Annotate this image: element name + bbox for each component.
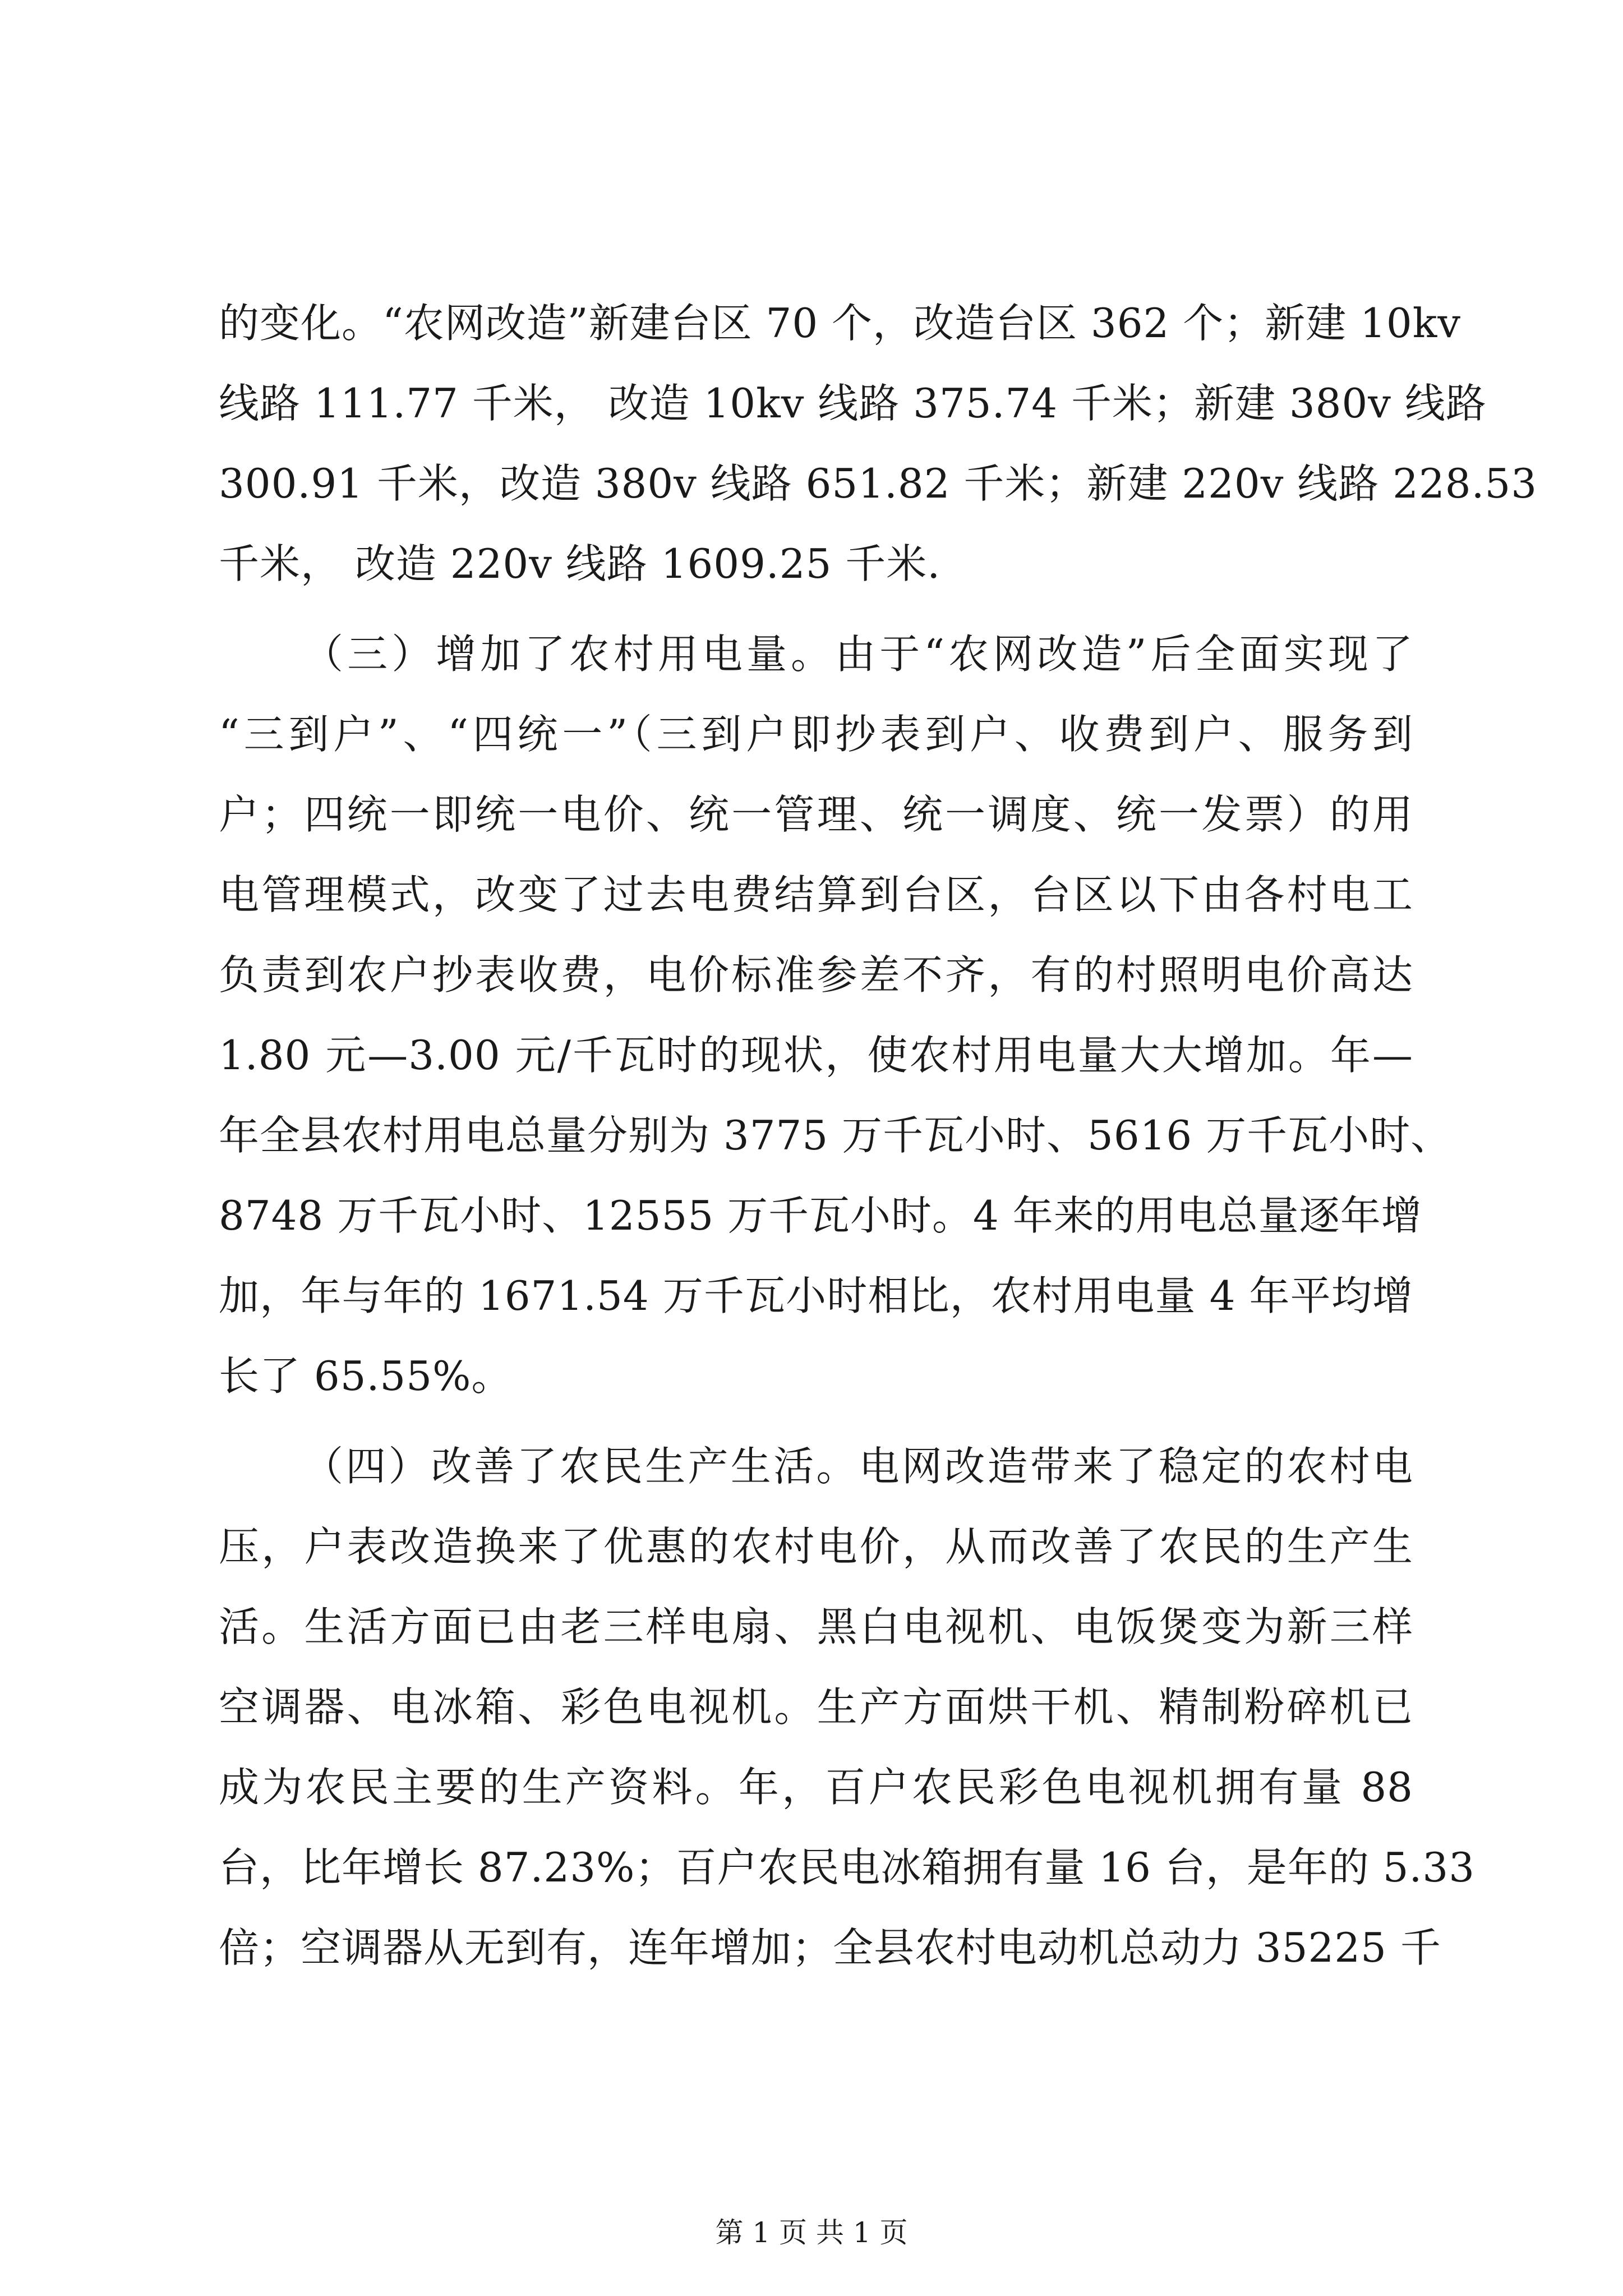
text-line: （三）增加了农村用电量。由于“农网改造”后全面实现了 <box>303 631 1413 678</box>
text-line: 负责到农户抄表收费，电价标准参差不齐，有的村照明电价高达 <box>219 951 1413 999</box>
text-line: 300.91 千米，改造 380v 线路 651.82 千米；新建 220v 线路 228.53 <box>219 460 1538 507</box>
text-line: “三到户”、“四统一”（三到户即抄表到户、收费到户、服务到 <box>219 711 1413 758</box>
text-line: 1.80 元—3.00 元/千瓦时的现状，使农村用电量大大增加。年— <box>219 1032 1413 1079</box>
text-line: 户；四统一即统一电价、统一管理、统一调度、统一发票）的用 <box>219 791 1413 838</box>
document-body <box>219 283 1538 1988</box>
text-line: 活。生活方面已由老三样电扇、黑白电视机、电饭煲变为新三样 <box>219 1603 1413 1650</box>
page-footer: 第 1 页 共 1 页 <box>715 2216 908 2249</box>
text-line: 线路 111.77 千米， 改造 10kv 线路 375.74 千米；新建 380v 线路 <box>219 380 1487 427</box>
text-line: 压，户表改造换来了优惠的农村电价，从而改善了农民的生产生 <box>219 1523 1413 1570</box>
paragraph-gap <box>219 1416 1413 1427</box>
text-line: 8748 万千瓦小时、12555 万千瓦小时。4 年来的用电总量逐年增 <box>219 1192 1422 1239</box>
text-line: 台，比年增长 87.23%；百户农民电冰箱拥有量 16 台，是年的 5.33 <box>219 1844 1476 1891</box>
text-line: 倍；空调器从无到有，连年增加；全县农村电动机总动力 35225 千 <box>219 1924 1441 1971</box>
text-line: （四）改善了农民生产生活。电网改造带来了稳定的农村电 <box>303 1443 1413 1490</box>
text-line: 加，年与年的 1671.54 万千瓦小时相比，农村用电量 4 年平均增 <box>219 1272 1413 1319</box>
text-line: 年全县农村用电总量分别为 3775 万千瓦小时、5616 万千瓦小时、 <box>219 1112 1452 1159</box>
text-line: 成为农民主要的生产资料。年，百户农民彩色电视机拥有量 88 <box>219 1764 1413 1811</box>
text-line: 千米， 改造 220v 线路 1609.25 千米. <box>219 540 941 587</box>
text-line: 电管理模式，改变了过去电费结算到台区，台区以下由各村电工 <box>219 871 1413 918</box>
paragraph-gap <box>219 604 1413 614</box>
text-line: 的变化。“农网改造”新建台区 70 个，改造台区 362 个；新建 10kv <box>219 300 1461 347</box>
text-line: 长了 65.55%。 <box>219 1352 513 1400</box>
text-line: 空调器、电冰箱、彩色电视机。生产方面烘干机、精制粉碎机已 <box>219 1683 1413 1731</box>
